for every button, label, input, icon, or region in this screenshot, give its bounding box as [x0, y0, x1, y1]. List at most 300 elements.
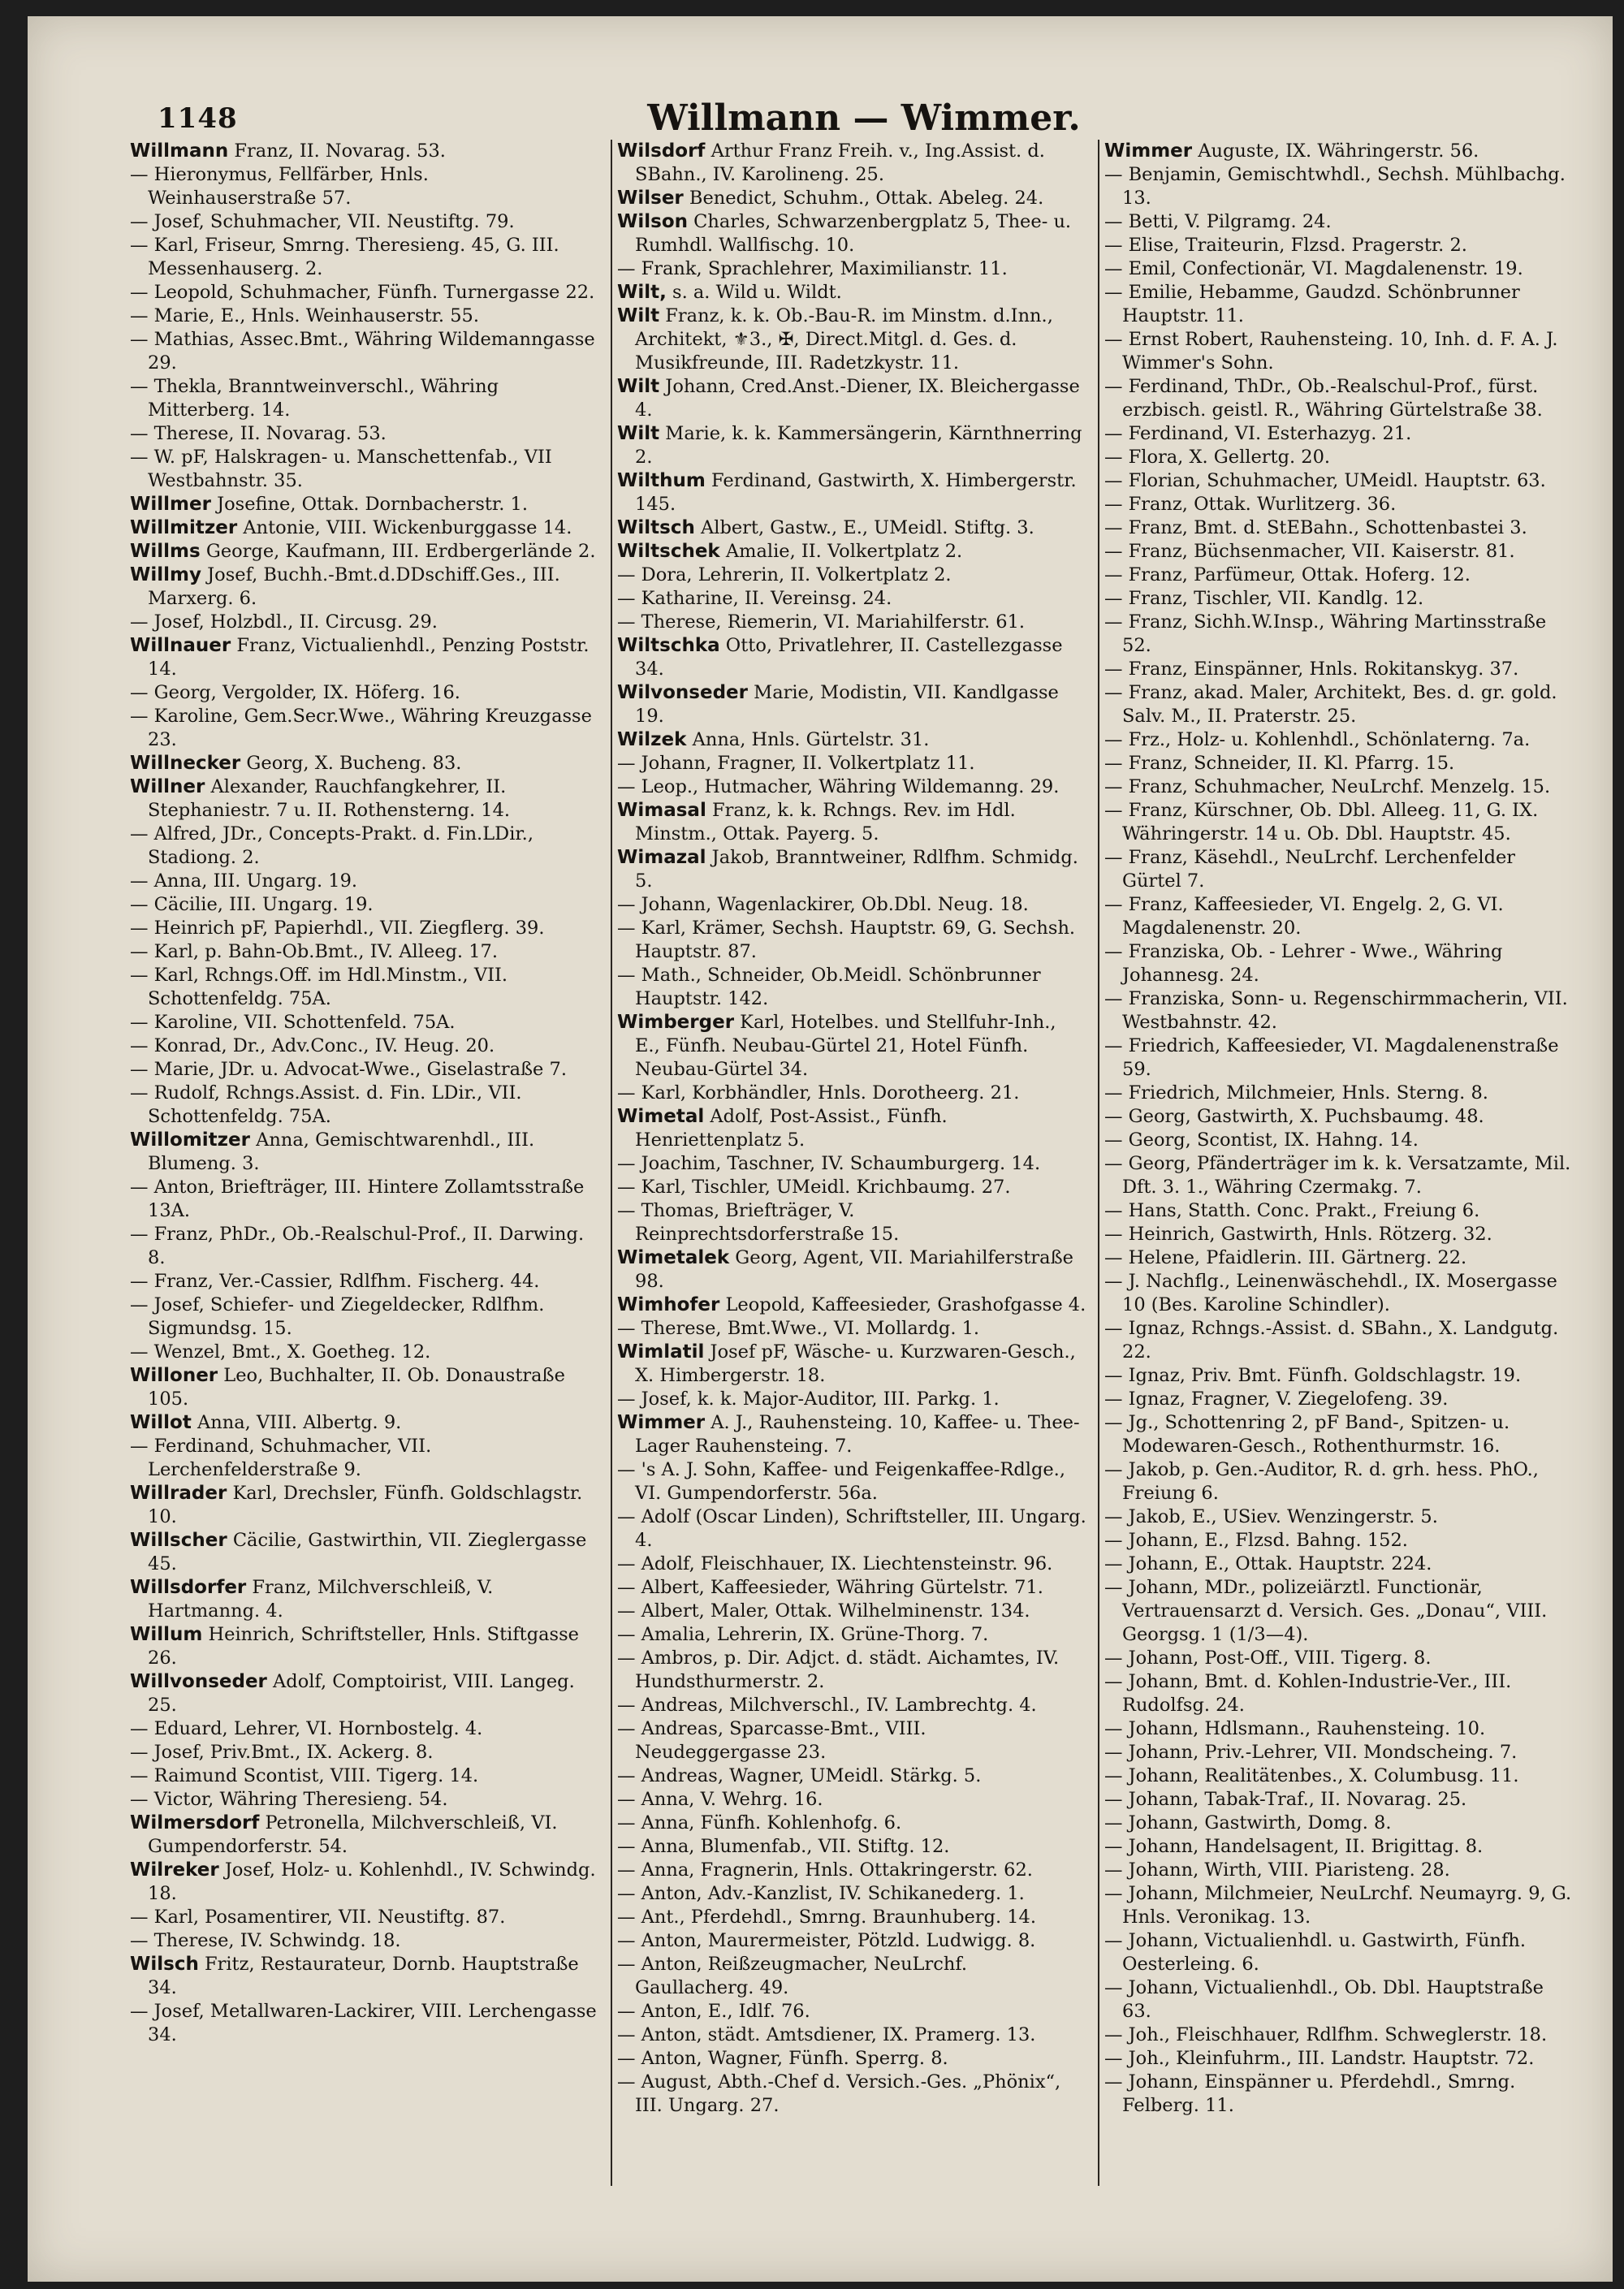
entry-details: — Anton, Wagner, Fünfh. Sperrg. 8.	[617, 2048, 948, 2069]
directory-entry	[130, 611, 599, 634]
directory-entry	[617, 1717, 1086, 1764]
directory-entry	[617, 1388, 1086, 1411]
entry-details: Anna, VIII. Albertg. 9.	[191, 1412, 402, 1433]
directory-entry	[1104, 587, 1574, 611]
entry-details: — Franz, Büchsenmacher, VII. Kaiserstr. 81.	[1104, 541, 1515, 562]
entry-details: — Helene, Pfaidlerin. III. Gärtnerg. 22.	[1104, 1247, 1467, 1268]
directory-entry	[130, 1294, 599, 1341]
directory-entry	[130, 1129, 599, 1176]
directory-entry	[130, 775, 599, 823]
directory-entry	[617, 304, 1086, 375]
entry-details: Auguste, IX. Währingerstr. 56.	[1192, 140, 1479, 162]
entry-details: — Leop., Hutmacher, Währing Wildemanng. 29.	[617, 776, 1060, 797]
directory-entry	[1104, 234, 1574, 257]
directory-entry	[617, 1600, 1086, 1623]
entry-details: Karl, Hotelbes. und Stellfuhr-Inh., E., Fünfh. Neubau-Gürtel 21, Hotel Fünfh. Neubau-Gürtel 34.	[635, 1012, 1056, 1080]
directory-entry	[1104, 469, 1574, 493]
directory-entry	[617, 1647, 1086, 1694]
directory-entry	[617, 187, 1086, 210]
entry-details: — Karl, Tischler, UMeidl. Krichbaumg. 27.	[617, 1177, 1011, 1198]
directory-entry	[617, 2071, 1086, 2118]
directory-entry	[617, 634, 1086, 681]
entry-details: — Joh., Fleischhauer, Rdlfhm. Schweglerstr. 18.	[1104, 2024, 1548, 2045]
directory-entry	[1104, 1317, 1574, 1364]
directory-entry	[1104, 140, 1574, 163]
entry-surname: Wimmer	[1104, 140, 1193, 162]
directory-entry	[617, 1317, 1086, 1341]
entry-surname: Willvonseder	[130, 1671, 267, 1692]
directory-entry	[1104, 422, 1574, 446]
entry-details: — Ferdinand, Schuhmacher, VII. Lerchenfelderstraße 9.	[130, 1436, 432, 1480]
directory-entry	[1104, 1976, 1574, 2023]
directory-entry	[1104, 1929, 1574, 1976]
entry-details: — Franz, Parfümeur, Ottak. Hoferg. 12.	[1104, 564, 1471, 585]
entry-surname: Wimberger	[617, 1012, 735, 1033]
directory-entry	[1104, 987, 1574, 1034]
entry-details: — Emil, Confectionär, VI. Magdalenenstr. 19.	[1104, 258, 1523, 279]
entry-surname: Wilreker	[130, 1859, 219, 1881]
entry-details: — Andreas, Milchverschl., IV. Lambrechtg. 4.	[617, 1695, 1037, 1716]
entry-details: — Anton, Maurermeister, Pötzld. Ludwigg. 8.	[617, 1930, 1036, 1951]
directory-entry	[617, 1764, 1086, 1788]
entry-details: — Josef, Priv.Bmt., IX. Ackerg. 8.	[130, 1742, 434, 1763]
entry-details: — Johann, Priv.-Lehrer, VII. Mondscheing. 7.	[1104, 1742, 1518, 1763]
entry-details: — Franz, Bmt. d. StEBahn., Schottenbastei 3.	[1104, 517, 1527, 538]
entry-details: — Johann, Wirth, VIII. Piaristeng. 28.	[1104, 1859, 1450, 1881]
entry-details: — Adolf, Fleischhauer, IX. Liechtensteinstr. 96.	[617, 1553, 1053, 1574]
entry-details: — Karoline, VII. Schottenfeld. 75A.	[130, 1012, 456, 1033]
directory-entry	[130, 823, 599, 870]
entry-details: — Franziska, Ob. - Lehrer - Wwe., Währing Johannesg. 24.	[1104, 941, 1503, 986]
directory-entry	[1104, 281, 1574, 328]
directory-entry	[617, 964, 1086, 1011]
directory-entry	[1104, 1788, 1574, 1812]
entry-surname: Willmer	[130, 494, 211, 515]
entry-details: — Ignaz, Fragner, V. Ziegelofeng. 39.	[1104, 1389, 1449, 1410]
directory-entry	[130, 375, 599, 422]
directory-entry	[130, 1623, 599, 1670]
entry-details: — Josef, k. k. Major-Auditor, III. Parkg. 1.	[617, 1389, 1000, 1410]
entry-details: — Therese, IV. Schwindg. 18.	[130, 1930, 401, 1951]
entry-details: Josef, Holz- u. Kohlenhdl., IV. Schwindg. 18.	[148, 1859, 596, 1904]
column-1	[130, 140, 599, 2186]
directory-entry	[617, 681, 1086, 728]
entry-details: — Johann, Fragner, II. Volkertplatz 11.	[617, 753, 975, 774]
entry-details: — Frz., Holz- u. Kohlenhdl., Schönlaterng. 7a.	[1104, 729, 1531, 750]
directory-entry	[130, 540, 599, 564]
entry-details: — Anna, Blumenfab., VII. Stiftg. 12.	[617, 1836, 950, 1857]
entry-details: Georg, Agent, VII. Mariahilferstraße 98.	[635, 1247, 1073, 1292]
entry-details: — Dora, Lehrerin, II. Volkertplatz 2.	[617, 564, 952, 585]
entry-details: Franz, k. k. Ob.-Bau-R. im Minstm. d.Inn., Architekt, ⚜3., ✠, Direct.Mitgl. d. Ges. d. Musikfreunde, III. Radetzkystr. 11.	[635, 305, 1053, 374]
directory-entry	[130, 1741, 599, 1764]
entry-details: — Andreas, Sparcasse-Bmt., VIII. Neudeggergasse 23.	[617, 1718, 926, 1763]
directory-entry	[617, 1929, 1086, 1953]
entry-surname: Wilt	[617, 376, 660, 397]
directory-entry	[130, 870, 599, 893]
directory-entry	[1104, 1388, 1574, 1411]
entry-details: — Joachim, Taschner, IV. Schaumburgerg. 14.	[617, 1153, 1041, 1174]
directory-entry	[1104, 728, 1574, 752]
entry-details: — Johann, Hdlsmann., Rauhensteing. 10.	[1104, 1718, 1486, 1739]
entry-details: Georg, X. Bucheng. 83.	[240, 753, 462, 774]
entry-details: — Therese, Riemerin, VI. Mariahilferstr. 61.	[617, 611, 1026, 633]
directory-entry	[130, 1482, 599, 1529]
directory-entry	[617, 1082, 1086, 1105]
entry-details: — W. pF, Halskragen- u. Manschettenfab., VII Westbahnstr. 35.	[130, 447, 552, 491]
entry-details: Fritz, Restaurateur, Dornb. Hauptstraße 34.	[148, 1954, 579, 1998]
entry-details: Antonie, VIII. Wickenburggasse 14.	[237, 517, 572, 538]
entry-details: Heinrich, Schriftsteller, Hnls. Stiftgasse 26.	[148, 1624, 579, 1669]
directory-entry	[617, 1246, 1086, 1294]
entry-surname: Wilsdorf	[617, 140, 706, 162]
entry-surname: Willrader	[130, 1483, 227, 1504]
entry-details: — Ignaz, Priv. Bmt. Fünfh. Goldschlagstr. 19.	[1104, 1365, 1522, 1386]
directory-entry	[130, 705, 599, 752]
directory-entry	[617, 799, 1086, 846]
directory-entry	[1104, 1859, 1574, 1882]
directory-entry	[130, 1364, 599, 1411]
directory-entry	[130, 163, 599, 210]
directory-entry	[1104, 1670, 1574, 1717]
entry-details: — Georg, Vergolder, IX. Höferg. 16.	[130, 682, 460, 703]
entry-details: — Anna, V. Wehrg. 16.	[617, 1789, 823, 1810]
directory-entry	[617, 422, 1086, 469]
directory-entry	[617, 1105, 1086, 1152]
entry-surname: Wimmer	[617, 1412, 706, 1433]
entry-details: — Elise, Traiteurin, Flzsd. Pragerstr. 2.	[1104, 235, 1467, 256]
directory-entry	[617, 375, 1086, 422]
directory-entry	[130, 752, 599, 775]
directory-entry	[1104, 1835, 1574, 1859]
entry-details: — Rudolf, Rchngs.Assist. d. Fin. LDir., VII. Schottenfeldg. 75A.	[130, 1082, 522, 1127]
entry-details: Leopold, Kaffeesieder, Grashofgasse 4.	[719, 1294, 1086, 1315]
entry-details: — Cäcilie, III. Ungarg. 19.	[130, 894, 374, 915]
directory-entry	[617, 140, 1086, 187]
directory-entry	[617, 1553, 1086, 1576]
entry-details: — Math., Schneider, Ob.Meidl. Schönbrunner Hauptstr. 142.	[617, 965, 1041, 1009]
entry-surname: Willner	[130, 776, 205, 797]
directory-entry	[130, 234, 599, 281]
directory-entry	[1104, 681, 1574, 728]
entry-details: Albert, Gastw., E., UMeidl. Stiftg. 3.	[694, 517, 1034, 538]
entry-details: — Johann, Realitätenbes., X. Columbusg. 11.	[1104, 1765, 1519, 1786]
entry-surname: Wilmersdorf	[130, 1812, 260, 1833]
directory-entry	[130, 1788, 599, 1812]
directory-entry	[130, 1953, 599, 2000]
entry-details: — Ferdinand, VI. Esterhazyg. 21.	[1104, 423, 1412, 444]
directory-entry	[130, 1058, 599, 1082]
directory-entry	[1104, 1199, 1574, 1223]
entry-details: — Victor, Währing Theresieng. 54.	[130, 1789, 448, 1810]
entry-details: — Jg., Schottenring 2, pF Band-, Spitzen- u. Modewaren-Gesch., Rothenthurmstr. 16.	[1104, 1412, 1510, 1457]
entry-details: Anna, Gemischtwarenhdl., III. Blumeng. 3.	[148, 1129, 535, 1174]
entry-surname: Wimetalek	[617, 1247, 730, 1268]
entry-details: Amalie, II. Volkertplatz 2.	[719, 541, 963, 562]
entry-details: Adolf, Post-Assist., Fünfh. Henriettenplatz 5.	[635, 1106, 948, 1151]
directory-entry	[130, 493, 599, 516]
directory-entry	[1104, 799, 1574, 846]
directory-entry	[1104, 163, 1574, 210]
directory-entry	[1104, 1034, 1574, 1082]
entry-details: — Johann, Wagenlackirer, Ob.Dbl. Neug. 18.	[617, 894, 1029, 915]
entry-details: — Adolf (Oscar Linden), Schriftsteller, III. Ungarg. 4.	[617, 1506, 1086, 1551]
directory-entry	[1104, 1105, 1574, 1129]
directory-entry	[1104, 1553, 1574, 1576]
directory-entry	[1104, 1129, 1574, 1152]
entry-details: — Anton, E., Idlf. 76.	[617, 2001, 810, 2022]
entry-details: Alexander, Rauchfangkehrer, II. Stephaniestr. 7 u. II. Rothensterng. 14.	[148, 776, 511, 821]
directory-entry	[1104, 1246, 1574, 1270]
entry-details: — Johann, Post-Off., VIII. Tigerg. 8.	[1104, 1648, 1432, 1669]
directory-entry	[1104, 1223, 1574, 1246]
directory-entry	[130, 1529, 599, 1576]
entry-details: — Jakob, p. Gen.-Auditor, R. d. grh. hess. PhO., Freiung 6.	[1104, 1459, 1539, 1504]
entry-details: — Anton, Briefträger, III. Hintere Zollamtsstraße 13A.	[130, 1177, 585, 1221]
entry-details: — Johann, Victualienhdl. u. Gastwirth, Fünfh. Oesterleing. 6.	[1104, 1930, 1526, 1975]
directory-entry	[1104, 940, 1574, 987]
entry-details: — Karl, Posamentirer, VII. Neustiftg. 87.	[130, 1907, 506, 1928]
directory-entry	[1104, 2047, 1574, 2071]
entry-details: — Franz, Tischler, VII. Kandlg. 12.	[1104, 588, 1424, 609]
directory-entry	[617, 210, 1086, 257]
entry-details: — Franz, akad. Maler, Architekt, Bes. d. gr. gold. Salv. M., II. Praterstr. 25.	[1104, 682, 1557, 727]
directory-entry	[1104, 1529, 1574, 1553]
directory-entry	[617, 516, 1086, 540]
directory-entry	[1104, 893, 1574, 940]
directory-entry	[130, 281, 599, 304]
entry-details: — Albert, Kaffeesieder, Währing Gürtelstr. 71.	[617, 1577, 1043, 1598]
directory-entry	[130, 1717, 599, 1741]
entry-details: — August, Abth.-Chef d. Versich.-Ges. „Phönix“, III. Ungarg. 27.	[617, 2071, 1061, 2116]
entry-details: — Josef, Holzbdl., II. Circusg. 29.	[130, 611, 438, 633]
entry-surname: Wimazal	[617, 847, 706, 868]
directory-entry	[1104, 1411, 1574, 1458]
entry-details: — Ernst Robert, Rauhensteing. 10, Inh. d. F. A. J. Wimmer's Sohn.	[1104, 329, 1558, 374]
entry-details: — Franz, Schuhmacher, NeuLrchf. Menzelg. 15.	[1104, 776, 1551, 797]
entry-surname: Wiltschek	[617, 541, 720, 562]
entry-details: — Benjamin, Gemischtwhdl., Sechsh. Mühlbachg. 13.	[1104, 164, 1566, 209]
entry-details: — Florian, Schuhmacher, UMeidl. Hauptstr. 63.	[1104, 470, 1546, 491]
entry-details: — Amalia, Lehrerin, IX. Grüne-Thorg. 7.	[617, 1624, 989, 1645]
page-number: 1148	[158, 102, 238, 135]
entry-details: — Johann, MDr., polizeiärztl. Functionär, Vertrauensarzt d. Versich. Ges. „Donau“, VIII. Georgsg. 1 (1/3—4).	[1104, 1577, 1548, 1645]
entry-details: — Hans, Statth. Conc. Prakt., Freiung 6.	[1104, 1200, 1480, 1221]
directory-entry	[130, 422, 599, 446]
entry-details: — Jakob, E., USiev. Wenzingerstr. 5.	[1104, 1506, 1438, 1527]
directory-entry	[617, 1623, 1086, 1647]
entry-surname: Willnauer	[130, 635, 231, 656]
entry-details: — Johann, Victualienhdl., Ob. Dbl. Hauptstraße 63.	[1104, 1977, 1544, 2022]
entry-details: — 's A. J. Sohn, Kaffee- und Feigenkaffee-Rdlge., VI. Gumpendorferstr. 56a.	[617, 1459, 1065, 1504]
entry-surname: Willomitzer	[130, 1129, 250, 1151]
entry-details: — Franz, Einspänner, Hnls. Rokitanskyg. 37.	[1104, 659, 1519, 680]
entry-details: — Franz, Kaffeesieder, VI. Engelg. 2, G. VI. Magdalenenstr. 20.	[1104, 894, 1504, 939]
entry-details: — Heinrich, Gastwirth, Hnls. Rötzerg. 32.	[1104, 1224, 1492, 1245]
entry-details: — Heinrich pF, Papierhdl., VII. Ziegflerg. 39.	[130, 918, 545, 939]
entry-details: — Therese, II. Novarag. 53.	[130, 423, 387, 444]
directory-entry	[617, 540, 1086, 564]
entry-details: Cäcilie, Gastwirthin, VII. Zieglergasse 45.	[148, 1530, 587, 1574]
directory-entry	[1104, 516, 1574, 540]
entry-details: — Joh., Kleinfuhrm., III. Landstr. Hauptstr. 72.	[1104, 2048, 1535, 2069]
entry-details: — J. Nachflg., Leinenwäschehdl., IX. Mosergasse 10 (Bes. Karoline Schindler).	[1104, 1271, 1557, 1315]
entry-details: s. a. Wild u. Wildt.	[666, 282, 842, 303]
directory-entry	[130, 1435, 599, 1482]
directory-entry	[617, 1906, 1086, 1929]
directory-entry	[1104, 752, 1574, 775]
entry-details: — Georg, Gastwirth, X. Puchsbaumg. 48.	[1104, 1106, 1484, 1127]
directory-entry	[130, 1011, 599, 1034]
directory-entry	[1104, 2071, 1574, 2118]
entry-details: — Konrad, Dr., Adv.Conc., IV. Heug. 20.	[130, 1035, 495, 1056]
directory-entry	[130, 564, 599, 611]
entry-details: — Franz, PhDr., Ob.-Realschul-Prof., II. Darwing. 8.	[130, 1224, 585, 1268]
entry-surname: Wilson	[617, 211, 689, 232]
directory-entry	[617, 1953, 1086, 2000]
directory-entry	[130, 917, 599, 940]
directory-entry	[130, 2000, 599, 2047]
entry-surname: Wimhofer	[617, 1294, 720, 1315]
entry-details: — Alfred, JDr., Concepts-Prakt. d. Fin.LDir., Stadiong. 2.	[130, 823, 533, 868]
entry-details: Leo, Buchhalter, II. Ob. Donaustraße 105.	[148, 1365, 565, 1410]
entry-details: — Karl, Krämer, Sechsh. Hauptstr. 69, G. Sechsh. Hauptstr. 87.	[617, 918, 1076, 962]
directory-entry	[130, 1576, 599, 1623]
entry-surname: Wilt	[617, 423, 660, 444]
entry-surname: Wilsch	[130, 1954, 199, 1975]
entry-details: — Wenzel, Bmt., X. Goetheg. 12.	[130, 1341, 431, 1363]
entry-details: — Anton, städt. Amtsdiener, IX. Pramerg. 13.	[617, 2024, 1036, 2045]
entry-details: — Marie, JDr. u. Advocat-Wwe., Giselastraße 7.	[130, 1059, 567, 1080]
directory-entry	[1104, 1812, 1574, 1835]
entry-details: Ferdinand, Gastwirth, X. Himbergerstr. 145.	[635, 470, 1077, 515]
entry-surname: Willmann	[130, 140, 229, 162]
directory-entry	[617, 1152, 1086, 1176]
directory-entry	[617, 281, 1086, 304]
entry-surname: Wiltsch	[617, 517, 695, 538]
directory-entry	[617, 1576, 1086, 1600]
directory-entry	[1104, 1647, 1574, 1670]
entry-details: — Karl, p. Bahn-Ob.Bmt., IV. Alleeg. 17.	[130, 941, 499, 962]
entry-details: — Anton, Adv.-Kanzlist, IV. Schikanederg. 1.	[617, 1883, 1025, 1904]
entry-details: — Emilie, Hebamme, Gaudzd. Schönbrunner Hauptstr. 11.	[1104, 282, 1520, 326]
entry-details: — Karl, Korbhändler, Hnls. Dorotheerg. 21.	[617, 1082, 1020, 1103]
directory-entry	[1104, 1576, 1574, 1647]
directory-entry	[617, 257, 1086, 281]
entry-surname: Wimasal	[617, 800, 706, 821]
entry-details: — Karoline, Gem.Secr.Wwe., Währing Kreuzgasse 23.	[130, 706, 592, 750]
entry-details: — Georg, Pfänderträger im k. k. Versatzamte, Mil. Dft. 3. 1., Währing Czermakg. 7.	[1104, 1153, 1571, 1198]
directory-entry	[130, 210, 599, 234]
entry-details: — Thomas, Briefträger, V. Reinprechtsdorferstraße 15.	[617, 1200, 900, 1245]
directory-entry	[130, 328, 599, 375]
directory-entry	[1104, 1364, 1574, 1388]
entry-details: Franz, Victualienhdl., Penzing Poststr. 14.	[148, 635, 590, 680]
entry-details: — Leopold, Schuhmacher, Fünfh. Turnergasse 22.	[130, 282, 595, 303]
directory-entry	[130, 893, 599, 917]
entry-details: — Hieronymus, Fellfärber, Hnls. Weinhauserstraße 57.	[130, 164, 429, 209]
directory-entry	[617, 2000, 1086, 2023]
directory-entry	[130, 681, 599, 705]
directory-entry	[130, 964, 599, 1011]
page-header	[158, 97, 1570, 146]
directory-entry	[130, 1034, 599, 1058]
entry-details: — Johann, Einspänner u. Pferdehdl., Smrng. Felberg. 11.	[1104, 2071, 1516, 2116]
directory-entry	[617, 2023, 1086, 2047]
entry-details: — Johann, E., Ottak. Hauptstr. 224.	[1104, 1553, 1432, 1574]
entry-details: — Frank, Sprachlehrer, Maximilianstr. 11.	[617, 258, 1008, 279]
column-3	[1104, 140, 1574, 2186]
directory-entry	[130, 1906, 599, 1929]
directory-entry	[1104, 1505, 1574, 1529]
directory-entry	[130, 1812, 599, 1859]
directory-entry	[130, 1223, 599, 1270]
entry-surname: Wilser	[617, 188, 684, 209]
directory-entry	[1104, 328, 1574, 375]
directory-entry	[617, 1694, 1086, 1717]
entry-details: Franz, Milchverschleiß, V. Hartmanng. 4.	[148, 1577, 494, 1622]
entry-details: — Anna, III. Ungarg. 19.	[130, 870, 358, 892]
entry-details: Benedict, Schuhm., Ottak. Abeleg. 24.	[683, 188, 1044, 209]
entry-surname: Willms	[130, 541, 201, 562]
entry-surname: Willoner	[130, 1365, 218, 1386]
directory-entry	[617, 752, 1086, 775]
entry-details: — Franz, Schneider, II. Kl. Pfarrg. 15.	[1104, 753, 1455, 774]
directory-entry	[617, 564, 1086, 587]
directory-entry	[617, 1788, 1086, 1812]
entry-details: — Franz, Käsehdl., NeuLrchf. Lerchenfelder Gürtel 7.	[1104, 847, 1516, 892]
directory-entry	[130, 1176, 599, 1223]
entry-details: — Ant., Pferdehdl., Smrng. Braunhuberg. 14.	[617, 1907, 1037, 1928]
directory-entry	[1104, 775, 1574, 799]
entry-details: — Betti, V. Pilgramg. 24.	[1104, 211, 1332, 232]
directory-entry	[130, 634, 599, 681]
entry-details: Anna, Hnls. Gürtelstr. 31.	[686, 729, 930, 750]
entry-surname: Willum	[130, 1624, 203, 1645]
directory-entry	[617, 917, 1086, 964]
directory-entry	[617, 587, 1086, 611]
column-2	[617, 140, 1086, 2186]
entry-details: — Ignaz, Rchngs.-Assist. d. SBahn., X. Landgutg. 22.	[1104, 1318, 1559, 1363]
entry-details: — Johann, Tabak-Traf., II. Novarag. 25.	[1104, 1789, 1467, 1810]
directory-entry	[1104, 375, 1574, 422]
directory-entry	[617, 2047, 1086, 2071]
directory-entry	[617, 1882, 1086, 1906]
entry-details: — Thekla, Branntweinverschl., Währing Mitterberg. 14.	[130, 376, 499, 421]
directory-entry	[617, 1835, 1086, 1859]
entry-details: A. J., Rauhensteing. 10, Kaffee- u. Thee-Lager Rauhensteing. 7.	[635, 1412, 1080, 1457]
entry-details: — Therese, Bmt.Wwe., VI. Mollardg. 1.	[617, 1318, 980, 1339]
entry-details: Otto, Privatlehrer, II. Castellezgasse 34.	[635, 635, 1063, 680]
entry-surname: Willot	[130, 1412, 192, 1433]
entry-details: — Raimund Scontist, VIII. Tigerg. 14.	[130, 1765, 479, 1786]
entry-surname: Wilvonseder	[617, 682, 748, 703]
entry-details: — Franz, Ottak. Wurlitzerg. 36.	[1104, 494, 1397, 515]
directory-entry	[130, 1929, 599, 1953]
directory-entry	[617, 1505, 1086, 1553]
directory-columns	[130, 140, 1575, 2186]
directory-entry	[130, 304, 599, 328]
directory-entry	[130, 1764, 599, 1788]
entry-details: Johann, Cred.Anst.-Diener, IX. Bleichergasse 4.	[635, 376, 1080, 421]
entry-details: — Ferdinand, ThDr., Ob.-Realschul-Prof., fürst. erzbisch. geistl. R., Währing Gürtelstraße 38.	[1104, 376, 1543, 421]
directory-entry	[617, 1859, 1086, 1882]
directory-entry	[130, 140, 599, 163]
directory-entry	[617, 846, 1086, 893]
entry-details: — Andreas, Wagner, UMeidl. Stärkg. 5.	[617, 1765, 982, 1786]
entry-details: — Johann, Gastwirth, Domg. 8.	[1104, 1812, 1392, 1833]
entry-details: — Franz, Kürschner, Ob. Dbl. Alleeg. 11, G. IX. Währingerstr. 14 u. Ob. Dbl. Hauptstr. 45.	[1104, 800, 1539, 844]
